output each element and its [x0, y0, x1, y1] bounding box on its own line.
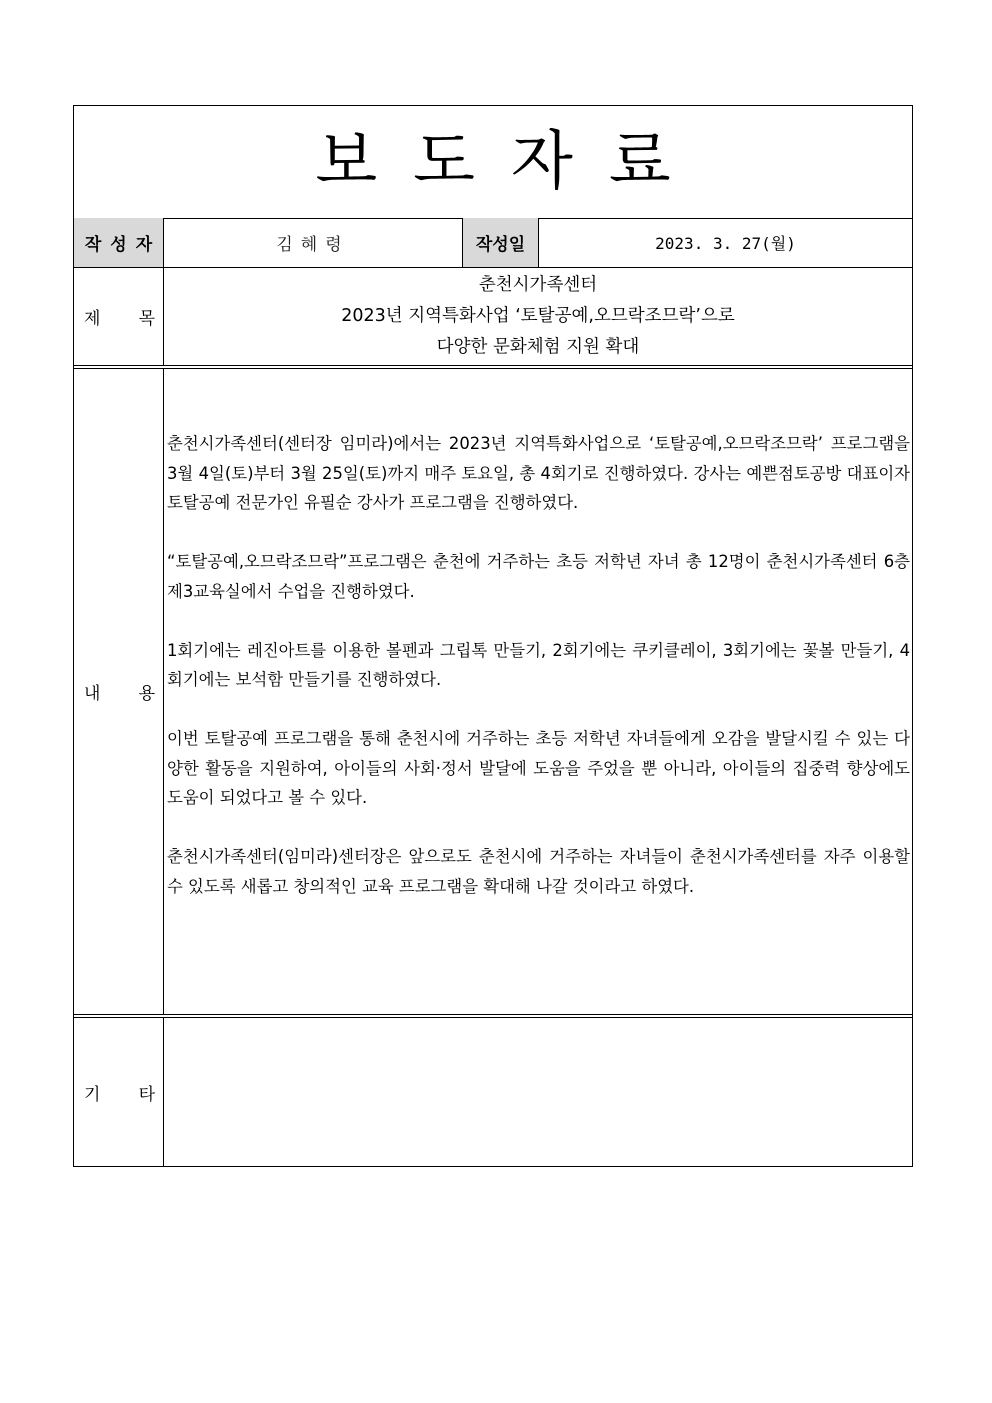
content-label-char-1: 내	[84, 684, 101, 704]
content-paragraph: 춘천시가족센터(임미라)센터장은 앞으로도 춘천시에 거주하는 자녀들이 춘천시가족센터를 자주 이용할 수 있도록 새롭고 창의적인 교육 프로그램을 확대해 나갈 것이라고 하였다.	[167, 847, 910, 896]
subject-line: 춘천시가족센터	[478, 274, 598, 295]
etc-label	[74, 1018, 164, 1166]
subject-line: 2023년 지역특화사업 ‘토탈공예,오므락조므락’으로	[341, 305, 735, 326]
content-label	[74, 369, 164, 1014]
subject-label-char-1: 제	[84, 308, 101, 329]
subject-line: 다양한 문화체험 지원 확대	[436, 336, 640, 357]
etc-label-char-1: 기	[84, 1084, 101, 1105]
press-release-form	[73, 105, 913, 1167]
writer-name: 김혜령	[164, 218, 463, 267]
content-label-char-2: 용	[138, 684, 155, 704]
etc-label-char-2: 타	[138, 1084, 155, 1105]
meta-row	[74, 218, 912, 268]
date-value: 2023. 3. 27(월)	[655, 234, 796, 253]
content-paragraph: 춘천시가족센터(센터장 임미라)에서는 2023년 지역특화사업으로 ‘토탈공예,오므락조므락’ 프로그램을 3월 4일(토)부터 3월 25일(토)까지 매주 토요일, 총 4회기로 진행하였다. 강사는 예쁜점토공방 대표이자 토탈공예 전문가인 유필순 강사가 프로그램을 진행하였다.	[167, 434, 910, 512]
subject-row	[74, 267, 912, 369]
date-label: 작성일	[463, 218, 539, 267]
content-row	[74, 369, 912, 1018]
subject-text	[164, 267, 912, 365]
content-paragraph: “토탈공예,오므락조므락”프로그램은 춘천에 거주하는 초등 저학년 자녀 총 12명이 춘천시가족센터 6층 제3교육실에서 수업을 진행하였다.	[167, 552, 910, 601]
etc-row	[74, 1018, 912, 1166]
writer-label: 작성자	[74, 218, 164, 267]
subject-label-char-2: 목	[138, 308, 155, 329]
document-title: 보도자료	[315, 125, 707, 199]
title-row	[74, 106, 912, 219]
content-paragraph: 1회기에는 레진아트를 이용한 볼펜과 그립톡 만들기, 2회기에는 쿠키클레이, 3회기에는 꽃볼 만들기, 4회기에는 보석함 만들기를 진행하였다.	[167, 640, 910, 689]
subject-label	[74, 267, 164, 365]
content-body	[164, 369, 912, 1014]
content-paragraph: 이번 토탈공예 프로그램을 통해 춘천시에 거주하는 초등 저학년 자녀들에게 오감을 발달시킬 수 있는 다양한 활동을 지원하여, 아이들의 사회·정서 발달에 도움을 주었을 뿐 아니라, 아이들의 집중력 향상에도 도움이 되었다고 볼 수 있다.	[167, 729, 910, 807]
